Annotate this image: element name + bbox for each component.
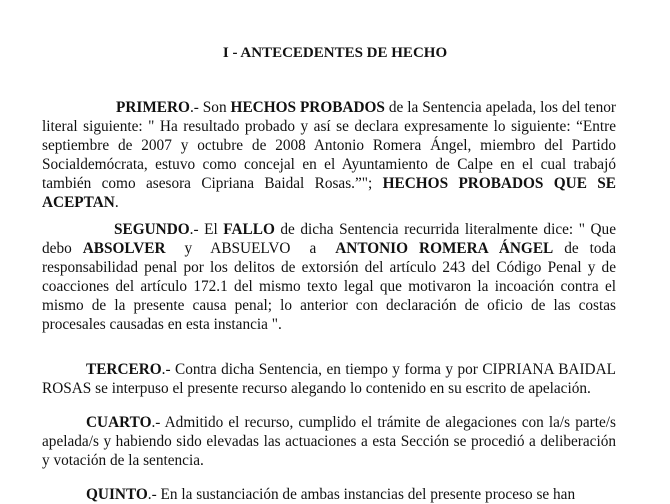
section-heading: I - ANTECEDENTES DE HECHO <box>222 45 448 61</box>
paragraph-primero: PRIMERO.- Son HECHOS PROBADOS de la Sentencia apelada, los del tenor literal siguiente: " Ha resultado probado y así se declara expresamente lo siguiente: “Entre septiembre de 2007 y octubre de 2008 Antonio Romera Ángel, miembro del Partido Socialdemócrata, estuvo como concejal en el Ayuntamiento de Calpe en el cual trabajó también como asesora Cipriana Baidal Rosas.”"; HECHOS PROBADOS QUE SE ACEPTAN. <box>42 99 616 211</box>
paragraph-quinto: QUINTO.- En la sustanciación de ambas instancias del presente proceso se han <box>86 486 576 503</box>
paragraph-tercero: TERCERO.- Contra dicha Sentencia, en tiempo y forma y por CIPRIANA BAIDAL ROSAS se interpuso el presente recurso alegando lo contenido en su escrito de apelación. <box>42 361 616 397</box>
paragraph-label: TERCERO <box>86 361 162 378</box>
paragraph-cuarto: CUARTO.- Admitido el recurso, cumplido el trámite de alegaciones con la/s parte/s apelada/s y habiendo sido elevadas las actuaciones a esta Sección se procedió a deliberación y votación de la sentencia. <box>42 414 616 469</box>
paragraph-label: QUINTO <box>86 486 148 503</box>
paragraph-label: PRIMERO <box>116 99 190 116</box>
paragraph-segundo: SEGUNDO.- El FALLO de dicha Sentencia recurrida literalmente dice: " Que debo ABSOLVER y ABSUELVO a ANTONIO ROMERA ÁNGEL de toda responsabilidad penal por los delitos de extorsión del artículo 243 del Código Penal y de coacciones del artículo 172.1 del mismo texto legal que motivaron la incoación contra el mismo de la presente causa penal; lo anterior con declaración de oficio de las costas procesales causadas en esta instancia ". <box>42 221 616 333</box>
paragraph-label: CUARTO <box>86 414 152 431</box>
paragraph-label: SEGUNDO <box>114 221 190 238</box>
